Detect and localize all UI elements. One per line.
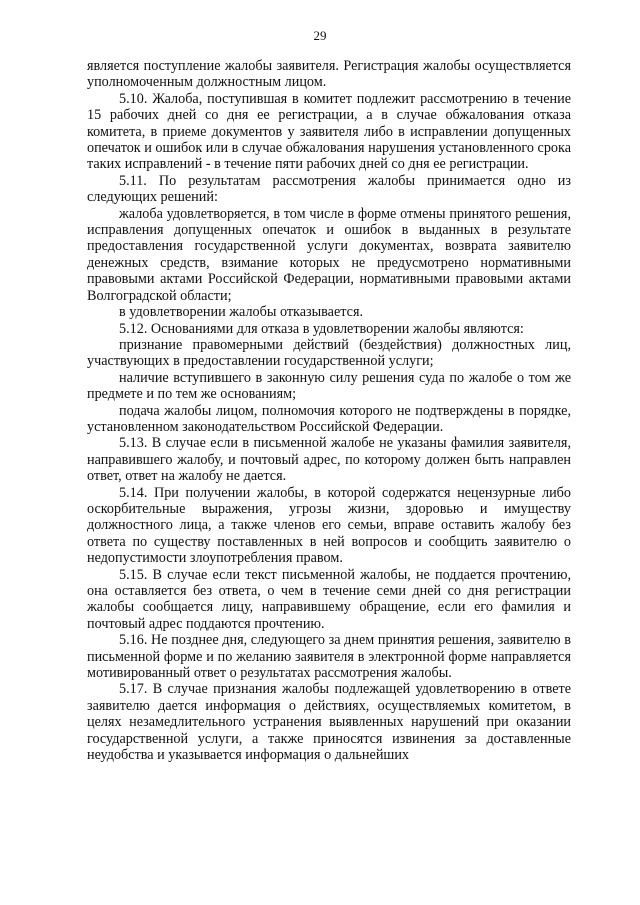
paragraph: 5.15. В случае если текст письменной жалобы, не поддается прочтению, она оставляется без ответа, о чем в течение семи дней со дня регистрации жалобы сообщается лицу, направившему обращение, если его фамилия и почтовый адрес поддаются прочтению. <box>87 566 571 632</box>
paragraph: 5.13. В случае если в письменной жалобе не указаны фамилия заявителя, направившего жалобу, и почтовый адрес, по которому должен быть направлен ответ, ответ на жалобу не дается. <box>87 435 571 485</box>
paragraph: жалоба удовлетворяется, в том числе в форме отмены принятого решения, исправления допущенных опечаток и ошибок в выданных в результате предоставления государственной услуги документах, возврата заявителю денежных средств, взимание которых не предусмотрено нормативными правовыми актами Российской Федерации, нормативными правовыми актами Волгоградской области; <box>87 205 571 304</box>
paragraph: наличие вступившего в законную силу решения суда по жалобе о том же предмете и по тем же основаниям; <box>87 369 571 403</box>
paragraph: признание правомерными действий (бездействия) должностных лиц, участвующих в предоставлении государственной услуги; <box>87 336 571 370</box>
paragraph: подача жалобы лицом, полномочия которого не подтверждены в порядке, установленном законодательством Российской Федерации. <box>87 402 571 435</box>
page-number: 29 <box>313 28 327 43</box>
paragraph: в удовлетворении жалобы отказывается. <box>119 304 364 321</box>
paragraph: 5.17. В случае признания жалобы подлежащей удовлетворению в ответе заявителю дается информация о действиях, осуществляемых комитетом, в целях незамедлительного устранения выявленных нарушений при оказании государственной услуги, а также приносятся извинения за доставленные неудобства и указывается информация о дальнейших <box>87 681 571 764</box>
paragraph: 5.16. Не позднее дня, следующего за днем принятия решения, заявителю в письменной форме и по желанию заявителя в электронной форме направляется мотивированный ответ о результатах рассмотрения жалобы. <box>87 632 571 682</box>
body-text <box>87 58 571 763</box>
paragraph: 5.14. При получении жалобы, в которой содержатся нецензурные либо оскорбительные выражения, угрозы жизни, здоровью и имуществу должностного лица, а также членов его семьи, вправе оставить жалобу без ответа по существу поставленных в ней вопросов и сообщить заявителю о недопустимости злоупотребления правом. <box>87 484 571 567</box>
paragraph: является поступление жалобы заявителя. Регистрация жалобы осуществляется уполномоченным должностным лицом. <box>87 58 571 91</box>
paragraph: 5.11. По результатам рассмотрения жалобы принимается одно из следующих решений: <box>87 172 571 206</box>
paragraph: 5.10. Жалоба, поступившая в комитет подлежит рассмотрению в течение 15 рабочих дней со дня ее регистрации, а в случае обжалования отказа комитета, в приеме документов у заявителя либо в исправлении допущенных опечаток и ошибок или в случае обжалования нарушения установленного срока таких исправлений - в течение пяти рабочих дней со дня ее регистрации. <box>87 90 571 173</box>
paragraph: 5.12. Основаниями для отказа в удовлетворении жалобы являются: <box>119 320 524 337</box>
